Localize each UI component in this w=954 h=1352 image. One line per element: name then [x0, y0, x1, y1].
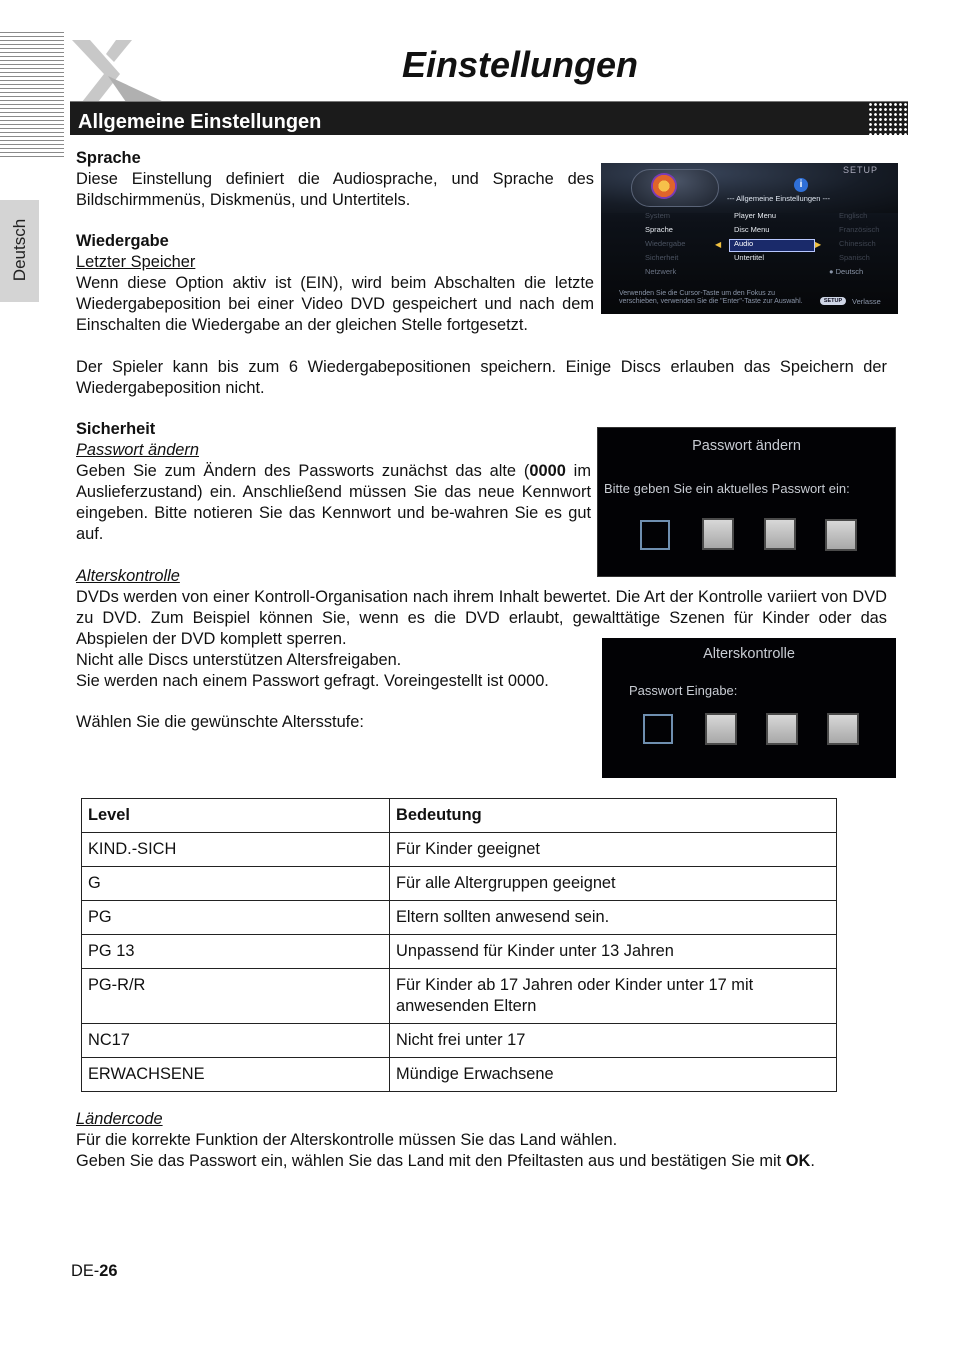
table-row	[82, 935, 837, 969]
text-part: im Auslieferzustand) ein. Anschließend müssen Sie das neue Kennwort eingeben. Bitte notieren Sie das Kennwort und be-wahren Sie es gut auf.	[76, 462, 591, 543]
table-cell-level: G	[82, 867, 390, 901]
table-header-row	[82, 799, 837, 833]
paragraph-alterskontrolle-4: Wählen Sie die gewünschte Altersstufe:	[76, 713, 364, 731]
table-row	[82, 969, 837, 1024]
settings-gear-icon	[651, 173, 677, 199]
menu-right-item: Englisch	[839, 211, 868, 220]
table-cell-meaning: Nicht frei unter 17	[390, 1024, 837, 1058]
radio-dot-icon: ●	[829, 267, 836, 276]
menu-left-item: Wiedergabe	[645, 239, 686, 248]
page-number-value: 26	[99, 1262, 118, 1280]
decorative-stripes	[0, 32, 64, 160]
menu-title: --- Allgemeine Einstellungen ---	[727, 194, 830, 203]
arrow-right-icon: ▶	[815, 240, 822, 249]
subheading-passwort-aendern: Passwort ändern	[76, 441, 199, 459]
paragraph-alterskontrolle-1: DVDs werden von einer Kontroll-Organisation nach ihrem Inhalt bewertet. Die Art der Kontrolle variiert von DVD zu DVD. Zum Beispiel können Sie, wenn es die DVD erlaubt, gewalttätige Szenen für Kinder oder das Abspielen der DVD komplett sperren.	[76, 588, 887, 648]
screen-prompt: Passwort Eingabe:	[629, 683, 738, 698]
brand-x-logo	[68, 36, 168, 106]
language-side-tab	[0, 200, 39, 302]
menu-left-item: Sprache	[645, 225, 673, 234]
table-cell-meaning: Eltern sollten anwesend sein.	[390, 901, 837, 935]
subheading-laendercode: Ländercode	[76, 1110, 163, 1128]
paragraph-alterskontrolle-3: Sie werden nach einem Passwort gefragt. Voreingestellt ist 0000.	[76, 672, 549, 690]
pin-box	[825, 519, 857, 551]
text-part: Geben Sie das Passwort ein, wählen Sie das Land mit den Pfeiltasten aus und bestätigen Sie mit	[76, 1152, 786, 1170]
menu-middle-item: Player Menu	[734, 211, 777, 220]
table-row	[82, 901, 837, 935]
table-cell-meaning: Für Kinder ab 17 Jahren oder Kinder unter 17 mit anwesenden Eltern	[390, 969, 837, 1024]
menu-right-item	[829, 267, 863, 276]
side-tab-label: Deutsch	[10, 218, 29, 282]
setup-badge: SETUP	[842, 165, 878, 175]
pin-box	[764, 518, 796, 550]
table-cell-level: PG	[82, 901, 390, 935]
setup-menu-screenshot	[601, 163, 898, 314]
pin-box	[827, 713, 859, 745]
menu-middle-item: Audio	[734, 239, 754, 248]
screen-title: Alterskontrolle	[703, 646, 795, 662]
table-cell-level: NC17	[82, 1024, 390, 1058]
table-row	[82, 867, 837, 901]
text-part: .	[810, 1152, 815, 1170]
page-number	[71, 1262, 117, 1281]
table-row	[82, 1024, 837, 1058]
leave-label: Verlasse	[852, 297, 881, 306]
paragraph-sicherheit	[76, 461, 591, 545]
heading-wiedergabe: Wiedergabe	[76, 232, 169, 250]
table-header-cell: Bedeutung	[390, 799, 837, 833]
subheading-alterskontrolle: Alterskontrolle	[76, 567, 180, 585]
table-cell-meaning: Für alle Altergruppen geeignet	[390, 867, 837, 901]
screen-title: Passwort ändern	[692, 438, 801, 454]
subheading-letzter-speicher: Letzter Speicher	[76, 253, 196, 271]
table-row	[82, 833, 837, 867]
ok-key: OK	[785, 1152, 811, 1170]
menu-right-item: Spanisch	[839, 253, 870, 262]
table-cell-meaning: Mündige Erwachsene	[390, 1058, 837, 1092]
age-control-screenshot	[602, 638, 896, 778]
menu-middle-item: Untertitel	[734, 253, 765, 262]
paragraph-wiedergabe-2: Der Spieler kann bis zum 6 Wiedergabepositionen speichern. Einige Discs erlauben das Speichern der Wiedergabeposition nicht.	[76, 358, 887, 397]
table-cell-level: PG-R/R	[82, 969, 390, 1024]
section-title: Allgemeine Einstellungen	[78, 111, 322, 133]
info-icon: i	[794, 178, 808, 192]
table-cell-meaning: Unpassend für Kinder unter 13 Jahren	[390, 935, 837, 969]
paragraph-alterskontrolle-2: Nicht alle Discs unterstützen Altersfreigaben.	[76, 651, 402, 669]
table-header-cell: Level	[82, 799, 390, 833]
paragraph-laendercode-1: Für die korrekte Funktion der Alterskontrolle müssen Sie das Land wählen.	[76, 1131, 618, 1149]
screen-prompt: Bitte geben Sie ein aktuelles Passwort ein:	[604, 481, 850, 496]
default-password: 0000	[529, 462, 566, 480]
age-level-table	[81, 798, 837, 1092]
table-row	[82, 1058, 837, 1092]
setup-button: SETUP	[820, 297, 846, 305]
halftone-decoration	[868, 102, 908, 135]
password-change-screenshot	[597, 427, 896, 577]
menu-left-item: Sicherheit	[645, 253, 679, 262]
pin-box	[702, 518, 734, 550]
pin-box-selected	[643, 714, 673, 744]
section-header-bar	[70, 101, 908, 135]
menu-right-item: Chinesisch	[839, 239, 876, 248]
pin-box	[705, 713, 737, 745]
menu-left-item: Netzwerk	[645, 267, 677, 276]
menu-middle-item: Disc Menu	[734, 225, 770, 234]
arrow-left-icon: ◀	[715, 240, 722, 249]
menu-right-item: Französisch	[839, 225, 880, 234]
page-title: Einstellungen	[402, 44, 639, 85]
table-cell-meaning: Für Kinder geeignet	[390, 833, 837, 867]
screen-footer-hint: Verwenden Sie die Cursor-Taste um den Fokus zu verschieben, verwenden Sie die "Enter"-Taste zur Auswahl.	[619, 290, 803, 305]
paragraph-wiedergabe-1: Wenn diese Option aktiv ist (EIN), wird beim Abschalten die letzte Wiedergabeposition bei einer Video DVD gespeichert und nach dem Einschalten die Wiedergabe an der gleichen Stelle fortgesetzt.	[76, 274, 594, 334]
page-prefix: DE-	[71, 1262, 100, 1280]
paragraph-laendercode-2	[76, 1151, 887, 1172]
menu-left-item: System	[645, 211, 671, 220]
heading-sprache: Sprache	[76, 149, 141, 167]
heading-sicherheit: Sicherheit	[76, 420, 156, 438]
text-part: Geben Sie zum Ändern des Passworts zunächst das alte (	[76, 462, 530, 480]
table-cell-level: PG 13	[82, 935, 390, 969]
pin-box	[766, 713, 798, 745]
paragraph-sprache: Diese Einstellung definiert die Audiosprache, und Sprache des Bildschirmmenüs, Diskmenüs, und Untertitels.	[76, 170, 594, 209]
table-cell-level: KIND.-SICH	[82, 833, 390, 867]
table-cell-level: ERWACHSENE	[82, 1058, 390, 1092]
menu-right-item-label: Deutsch	[835, 267, 864, 276]
pin-box-selected	[640, 520, 670, 550]
